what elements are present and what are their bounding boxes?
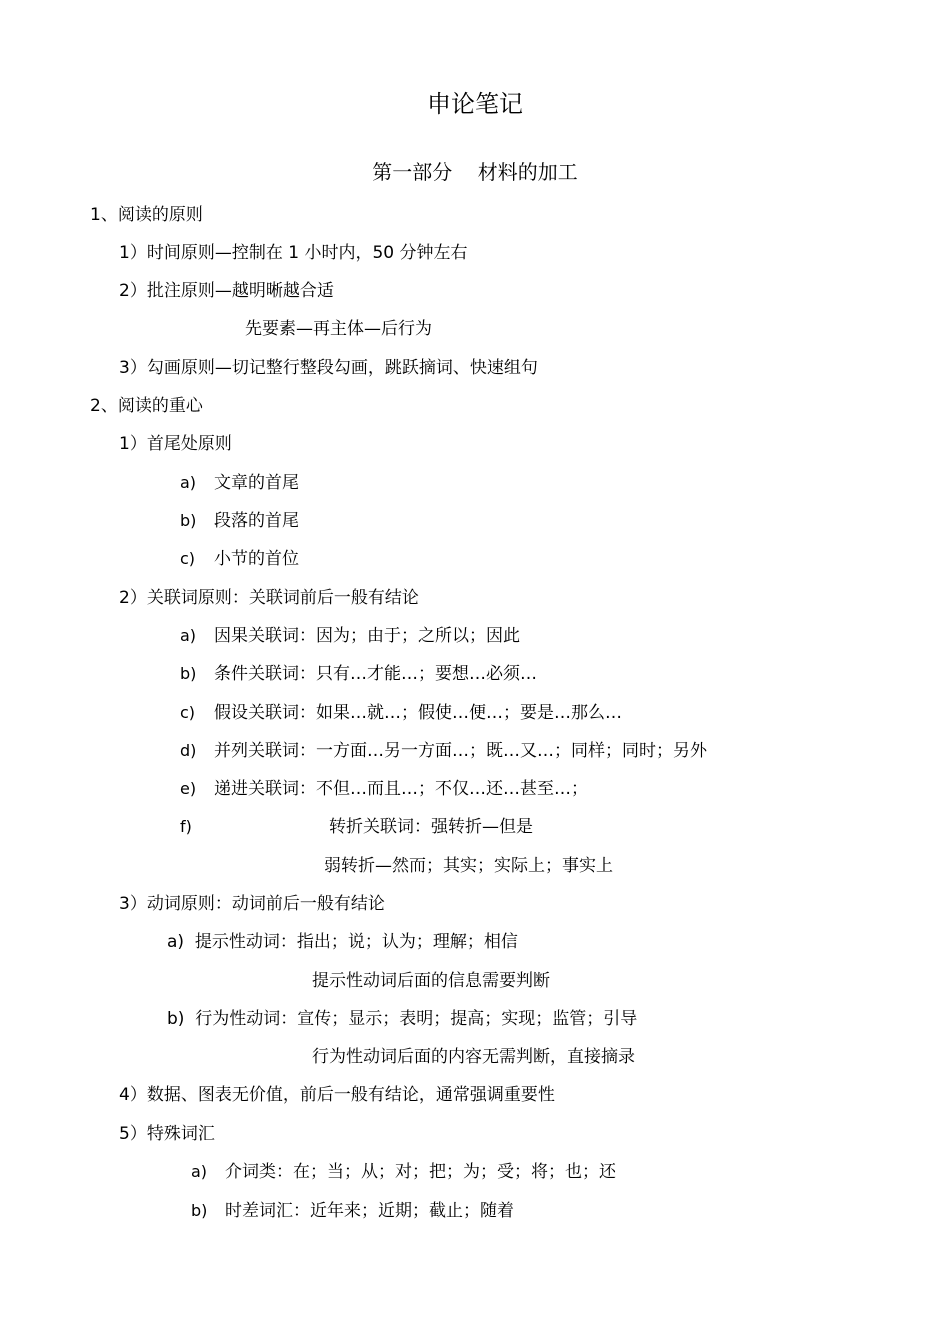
- list-item: 转折关联词：强转折—但是: [329, 817, 533, 837]
- list-item: 小节的首位: [214, 549, 299, 569]
- list-item: 文章的首尾: [214, 473, 299, 493]
- list-marker: b): [180, 511, 197, 530]
- heading-reading-focus: 2、阅读的重心: [90, 396, 203, 416]
- item-data-charts: 4）数据、图表无价值，前后一般有结论，通常强调重要性: [119, 1085, 555, 1105]
- note-hint-verbs: 提示性动词后面的信息需要判断: [312, 971, 550, 991]
- list-marker: a): [191, 1162, 208, 1181]
- list-marker: c): [180, 703, 196, 722]
- list-marker: c): [180, 549, 196, 568]
- item-head-tail-principle: 1）首尾处原则: [119, 434, 232, 454]
- list-item: 假设关联词：如果…就…；假使…便…；要是…那么…: [214, 703, 622, 723]
- item-verb-principle: 3）动词原则：动词前后一般有结论: [119, 894, 385, 914]
- list-marker: b): [180, 664, 197, 683]
- list-item-continuation: 弱转折—然而；其实；实际上；事实上: [324, 856, 613, 876]
- item-annotation-principle: 2）批注原则—越明晰越合适: [119, 281, 334, 301]
- item-underline-principle: 3）勾画原则—切记整行整段勾画，跳跃摘词、快速组句: [119, 358, 538, 378]
- item-time-principle: 1）时间原则—控制在 1 小时内，50 分钟左右: [119, 243, 468, 263]
- document-title: 申论笔记: [427, 90, 523, 118]
- list-item: 时差词汇：近年来；近期；截止；随着: [225, 1201, 514, 1221]
- list-marker: b): [191, 1201, 208, 1220]
- list-item: 递进关联词：不但…而且…；不仅…还…甚至…；: [214, 779, 588, 799]
- list-item: 条件关联词：只有…才能…；要想…必须…: [214, 664, 537, 684]
- list-marker: a): [180, 473, 197, 492]
- item-special-words: 5）特殊词汇: [119, 1124, 215, 1144]
- list-marker: a): [180, 626, 197, 645]
- list-marker: e): [180, 779, 197, 798]
- list-item: 介词类：在；当；从；对；把；为；受；将；也；还: [225, 1162, 616, 1182]
- list-marker: f): [180, 817, 192, 836]
- sub-item-action-verbs: b) 行为性动词：宣传；显示；表明；提高；实现；监管；引导: [167, 1009, 638, 1029]
- list-item: 并列关联词：一方面…另一方面…；既…又…；同样；同时；另外: [214, 741, 707, 761]
- note-annotation-order: 先要素—再主体—后行为: [245, 319, 432, 339]
- heading-reading-principles: 1、阅读的原则: [90, 205, 203, 225]
- list-item: 因果关联词：因为；由于；之所以；因此: [214, 626, 520, 646]
- section-heading: 第一部分 材料的加工: [372, 160, 578, 184]
- sub-item-hint-verbs: a) 提示性动词：指出；说；认为；理解；相信: [167, 932, 518, 952]
- item-conjunction-principle: 2）关联词原则：关联词前后一般有结论: [119, 588, 419, 608]
- list-item: 段落的首尾: [214, 511, 299, 531]
- note-action-verbs: 行为性动词后面的内容无需判断，直接摘录: [312, 1047, 635, 1067]
- list-marker: d): [180, 741, 197, 760]
